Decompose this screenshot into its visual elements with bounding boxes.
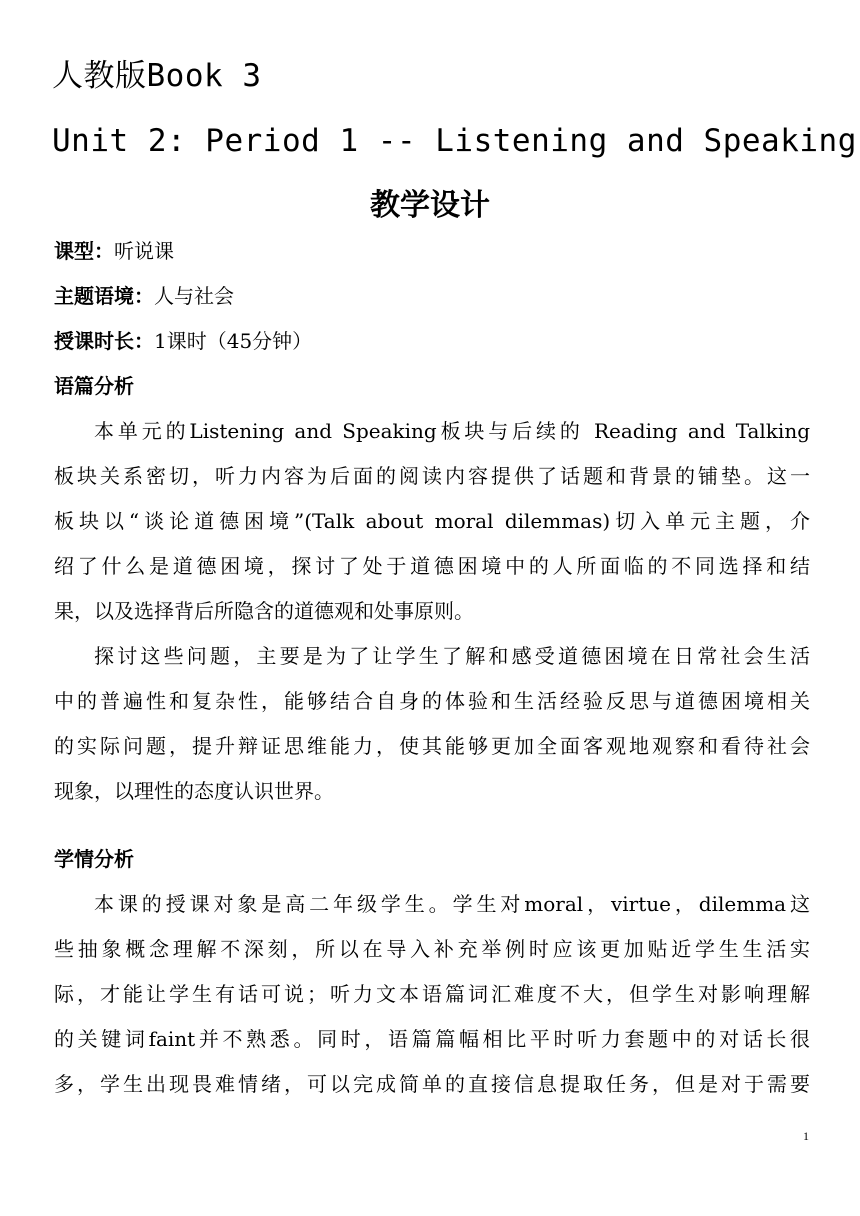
paragraph-student-analysis-1	[54, 882, 810, 1107]
paragraph-line: 多，学生出现畏难情绪，可以完成简单的直接信息提取任务，但是对于需要	[54, 1072, 810, 1096]
document-title-book: 人教版Book 3	[52, 58, 262, 94]
paragraph-line: 板块关系密切，听力内容为后面的阅读内容提供了话题和背景的铺垫。这一	[54, 464, 810, 488]
paragraph-line: 现象，以理性的态度认识世界。	[54, 779, 334, 803]
paragraph-line: 的实际问题，提升辩证思维能力，使其能够更加全面客观地观察和看待社会	[54, 734, 810, 758]
paragraph-line: 本课的授课对象是高二年级学生。学生对moral，virtue，dilemma这	[94, 892, 810, 916]
page-number: 1	[803, 1129, 809, 1143]
paragraph-line: 际，才能让学生有话可说；听力文本语篇词汇难度不大，但学生对影响理解	[54, 982, 810, 1006]
paragraph-line: 中的普遍性和复杂性，能够结合自身的体验和生活经验反思与道德困境相关	[54, 689, 810, 713]
section-heading-text-analysis: 语篇分析	[54, 374, 134, 398]
document-subtitle: 教学设计	[370, 188, 490, 223]
meta-duration	[54, 326, 312, 356]
paragraph-line: 果，以及选择背后所隐含的道德观和处事原则。	[54, 599, 474, 623]
paragraph-text-analysis-1	[54, 409, 810, 634]
paragraph-line: 的关键词faint并不熟悉。同时，语篇篇幅相比平时听力套题中的对话长很	[54, 1027, 810, 1051]
meta-value: 人与社会	[154, 284, 234, 308]
meta-value: 1课时（45分钟）	[154, 329, 313, 353]
paragraph-line: 本单元的Listening and Speaking板块与后续的 Reading and Talking	[94, 419, 810, 443]
paragraph-line: 板块以“谈论道德困境”(Talk about moral dilemmas)切入单元主题，介	[54, 509, 810, 533]
paragraph-line: 探讨这些问题，主要是为了让学生了解和感受道德困境在日常社会生活	[94, 644, 810, 668]
paragraph-text-analysis-2	[54, 634, 810, 814]
meta-value: 听说课	[114, 239, 174, 263]
section-heading-student-analysis: 学情分析	[54, 847, 134, 871]
meta-theme-context	[54, 281, 234, 311]
document-title-unit: Unit 2: Period 1 -- Listening and Speaking	[52, 123, 857, 159]
meta-label: 主题语境：	[54, 284, 154, 308]
paragraph-line: 绍了什么是道德困境，探讨了处于道德困境中的人所面临的不同选择和结	[54, 554, 810, 578]
meta-lesson-type	[54, 236, 174, 266]
paragraph-line: 些抽象概念理解不深刻，所以在导入补充举例时应该更加贴近学生生活实	[54, 937, 810, 961]
meta-label: 课型：	[54, 239, 114, 263]
meta-label: 授课时长：	[54, 329, 154, 353]
